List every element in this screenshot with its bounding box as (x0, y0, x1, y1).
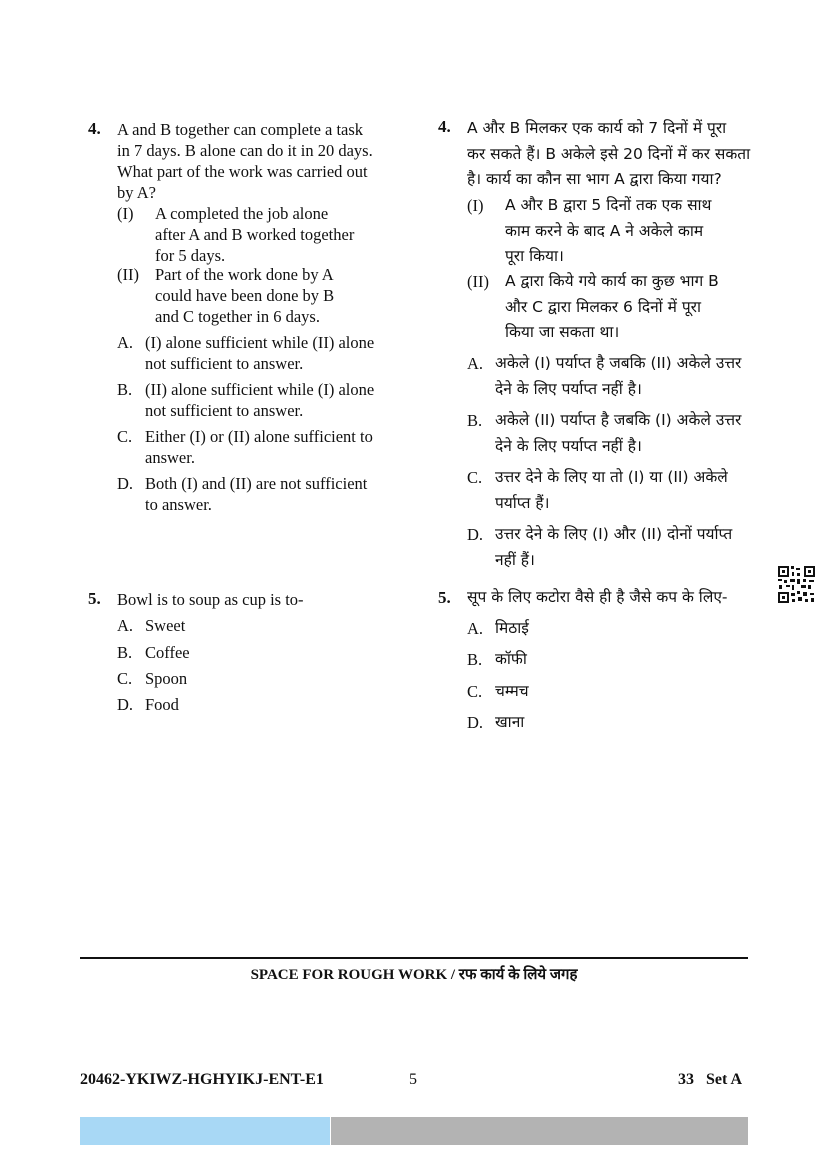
option-text: Sweet (145, 616, 186, 635)
option-label: A. (117, 333, 134, 352)
option-label: D. (467, 713, 484, 732)
option-line: अकेले (I) पर्याप्त है जबकि (II) अकेले उत्तर (495, 354, 742, 372)
option-line: उत्तर देने के लिए (I) और (II) दोनों पर्याप्त (495, 525, 733, 543)
option-text: मिठाई (495, 619, 529, 637)
stem-line: कर सकते हैं। B अकेले इसे 20 दिनों में कर सकता (467, 144, 751, 163)
english-question-5 (88, 588, 408, 718)
stem-line: A और B मिलकर एक कार्य को 7 दिनों में पूरा (467, 119, 727, 137)
option-line: पर्याप्त हैं। (495, 493, 550, 512)
option-line: Either (I) or (II) alone sufficient to (145, 427, 373, 446)
question-stem: Bowl is to soup as cup is to- (117, 590, 304, 609)
option-line: (I) alone sufficient while (II) alone (145, 333, 375, 352)
question-number: 4. (438, 117, 451, 136)
option-text: कॉफी (495, 650, 527, 668)
option-line: not sufficient to answer. (145, 354, 304, 373)
option-text (145, 332, 417, 374)
option-label: C. (117, 427, 133, 446)
english-question-4 (88, 118, 408, 518)
question-stem (117, 119, 417, 203)
question-number: 4. (88, 119, 101, 138)
statement-line: A completed the job alone (155, 204, 329, 223)
option-label: D. (117, 695, 134, 714)
option-line: उत्तर देने के लिए या तो (I) या (II) अकेले (495, 468, 728, 486)
option-line: नहीं हैं। (495, 550, 535, 569)
statement-label: (I) (117, 204, 134, 223)
statement-line: A और B द्वारा 5 दिनों तक एक साथ (505, 196, 712, 214)
stem-line: in 7 days. B alone can do it in 20 days. (117, 141, 373, 160)
option-text: चम्मच (495, 682, 529, 700)
option-label: C. (467, 682, 483, 701)
statement-text (505, 269, 757, 346)
footer-bar-left (80, 1117, 330, 1145)
option-text (495, 465, 757, 516)
option-line: (II) alone sufficient while (I) alone (145, 380, 375, 399)
statement-line: और C द्वारा मिलकर 6 दिनों में पूरा (505, 297, 701, 316)
option-label: C. (117, 669, 133, 688)
option-text (145, 379, 417, 421)
option-label: B. (467, 650, 483, 669)
option-label: A. (467, 619, 484, 638)
question-stem: सूप के लिए कटोरा वैसे ही है जैसे कप के लिए- (467, 588, 728, 606)
footer-bar-right (331, 1117, 748, 1145)
stem-line: A and B together can complete a task (117, 120, 364, 139)
option-label: B. (117, 643, 133, 662)
option-text (495, 522, 757, 573)
option-label: B. (117, 380, 133, 399)
option-text (495, 408, 757, 459)
hindi-question-5 (438, 585, 758, 735)
stem-line: What part of the work was carried out (117, 162, 368, 181)
statement-text (155, 203, 415, 266)
option-text: Spoon (145, 669, 188, 688)
statement-line: A द्वारा किये गये कार्य का कुछ भाग B (505, 272, 719, 290)
option-text (495, 351, 757, 402)
set-label: 33 Set A (678, 1071, 742, 1088)
statement-text (505, 193, 757, 270)
question-stem (467, 116, 757, 193)
statement-label: (II) (467, 272, 489, 291)
qr-code-icon (777, 565, 816, 604)
option-text (145, 426, 417, 468)
option-line: Both (I) and (II) are not sufficient (145, 474, 368, 493)
statement-label: (I) (467, 196, 484, 215)
rough-work-divider (80, 957, 748, 959)
statement-line: काम करने के बाद A ने अकेले काम (505, 221, 704, 240)
option-text: Coffee (145, 643, 190, 662)
question-number: 5. (438, 588, 451, 607)
option-label: B. (467, 411, 483, 430)
option-label: D. (467, 525, 484, 544)
statement-line: after A and B worked together (155, 225, 355, 244)
stem-line: by A? (117, 183, 156, 202)
page-number: 5 (409, 1071, 417, 1088)
statement-line: पूरा किया। (505, 247, 564, 265)
statement-text (155, 264, 415, 327)
option-label: C. (467, 468, 483, 487)
option-label: D. (117, 474, 134, 493)
option-line: to answer. (145, 495, 212, 514)
option-line: अकेले (II) पर्याप्त है जबकि (I) अकेले उत्तर (495, 411, 742, 429)
statement-label: (II) (117, 265, 139, 284)
hindi-question-4 (438, 116, 758, 576)
statement-line: किया जा सकता था। (505, 323, 620, 341)
option-text: खाना (495, 713, 525, 731)
option-label: A. (467, 354, 484, 373)
option-label: A. (117, 616, 134, 635)
option-line: answer. (145, 448, 195, 467)
rough-work-label: SPACE FOR ROUGH WORK / रफ कार्य के लिये जगह (250, 967, 578, 983)
statement-line: could have been done by B (155, 286, 335, 305)
statement-line: for 5 days. (155, 246, 226, 265)
option-text (145, 473, 417, 515)
option-line: not sufficient to answer. (145, 401, 304, 420)
option-line: देने के लिए पर्याप्त नहीं है। (495, 436, 642, 455)
footer-code: 20462-YKIWZ-HGHYIKJ-ENT-E1 (80, 1071, 324, 1088)
question-number: 5. (88, 589, 101, 608)
statement-line: Part of the work done by A (155, 265, 334, 284)
option-line: देने के लिए पर्याप्त नहीं है। (495, 379, 642, 398)
stem-line: है। कार्य का कौन सा भाग A द्वारा किया गया? (467, 170, 722, 188)
option-text: Food (145, 695, 179, 714)
statement-line: and C together in 6 days. (155, 307, 320, 326)
